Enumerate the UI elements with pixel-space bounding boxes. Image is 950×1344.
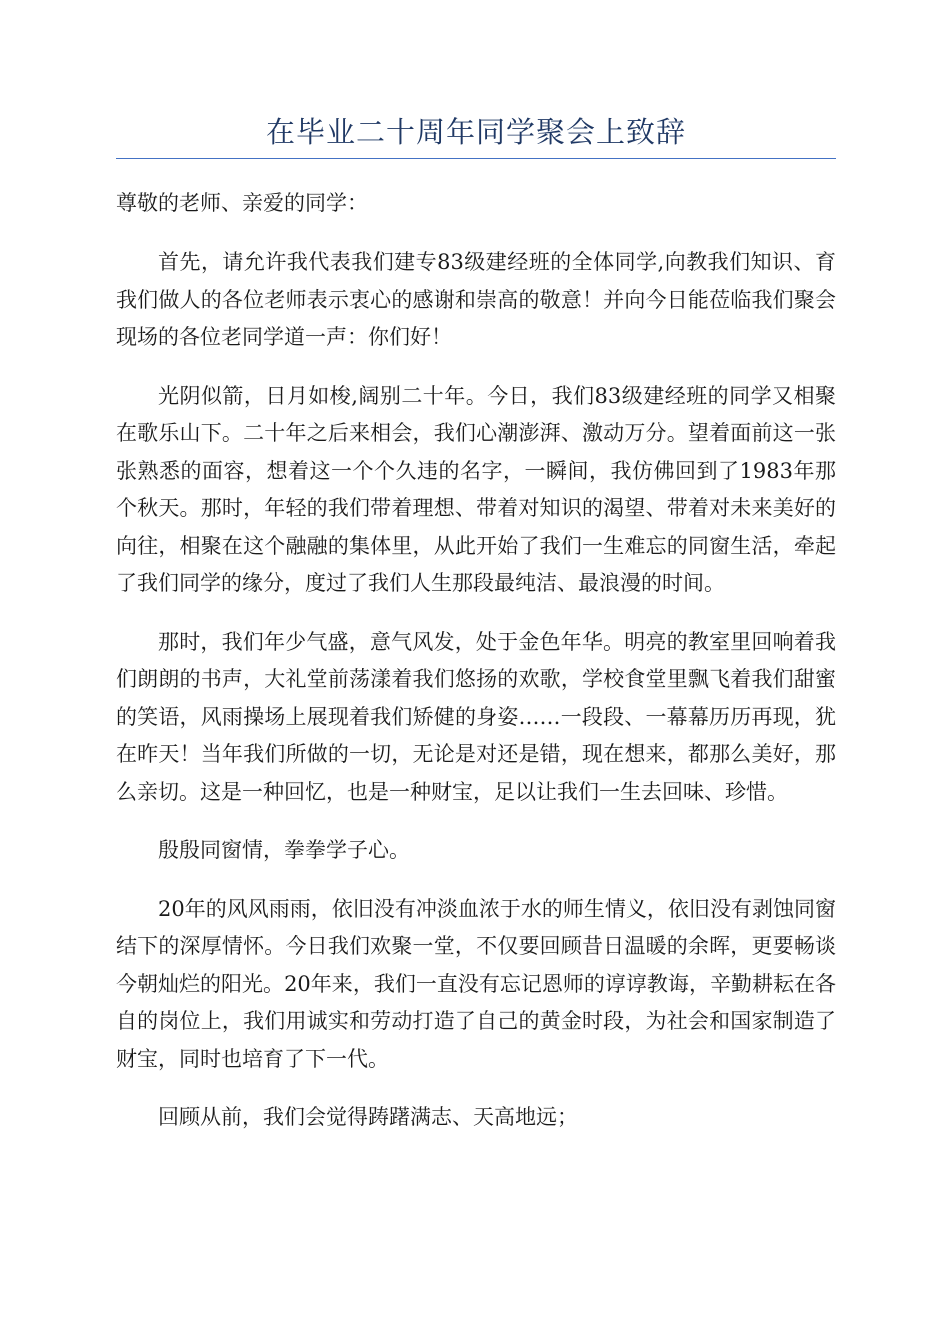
paragraph-6: 回顾从前，我们会觉得踌躇满志、天高地远； [158, 1105, 578, 1129]
paragraph-2: 光阴似箭，日月如梭,阔别二十年。今日，我们83级建经班的同学又相聚在歌乐山下。二十年之后来相会，我们心潮澎湃、激动万分。望着面前这一张张熟悉的面容，想着这一个个久违的名字，一瞬间，我仿佛回到了1983年那个秋天。那时，年轻的我们带着理想、带着对知识的渴望、带着对未来美好的向往，相聚在这个融融的集体里，从此开始了我们一生难忘的同窗生活，牵起了我们同学的缘分，度过了我们人生那段最纯洁、最浪漫的时间。 [116, 383, 836, 595]
paragraph-4: 殷殷同窗情，拳拳学子心。 [158, 838, 410, 862]
paragraph-1: 首先，请允许我代表我们建专83级建经班的全体同学,向教我们知识、育我们做人的各位老师表示衷心的感谢和崇高的敬意！并向今日能莅临我们聚会现场的各位老同学道一声：你们好！ [116, 250, 836, 349]
document-title: 在毕业二十周年同学聚会上致辞 [265, 115, 686, 149]
document-page [116, 112, 836, 1158]
paragraph-5: 20年的风风雨雨，依旧没有冲淡血浓于水的师生情义，依旧没有剥蚀同窗结下的深厚情怀。今日我们欢聚一堂，不仅要回顾昔日温暖的余晖，更要畅谈今朝灿烂的阳光。20年来，我们一直没有忘记恩师的谆谆教诲，辛勤耕耘在各自的岗位上，我们用诚实和劳动打造了自己的黄金时段，为社会和国家制造了财宝，同时也培育了下一代。 [116, 896, 836, 1071]
paragraph-3: 那时，我们年少气盛，意气风发，处于金色年华。明亮的教室里回响着我们朗朗的书声，大礼堂前荡漾着我们悠扬的欢歌，学校食堂里飘飞着我们甜蜜的笑语，风雨操场上展现着我们矫健的身姿……一段段、一幕幕历历再现，犹在昨天！当年我们所做的一切，无论是对还是错，现在想来，都那么美好，那么亲切。这是一种回忆，也是一种财宝，足以让我们一生去回味、珍惜。 [116, 629, 836, 804]
salutation: 尊敬的老师、亲爱的同学： [116, 191, 368, 215]
title-underline [116, 158, 836, 159]
